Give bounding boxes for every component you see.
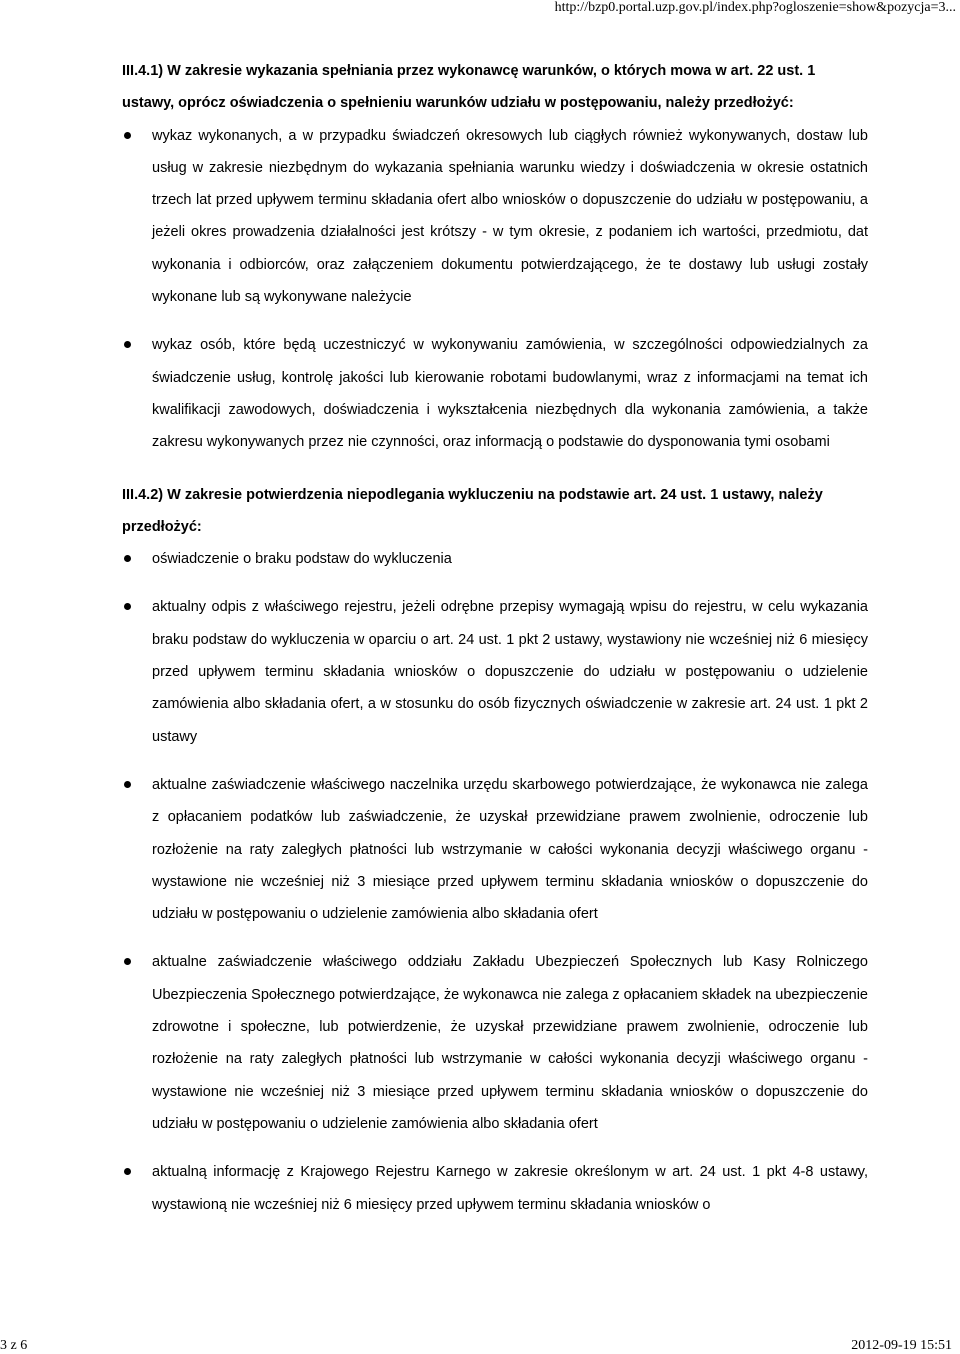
list-item: aktualny odpis z właściwego rejestru, jeżeli odrębne przepisy wymagają wpisu do rejestru, w celu wykazania braku podstaw do wykluczenia w oparciu o art. 24 ust. 1 pkt 2 ustawy, wystawiony nie wcześniej niż 6 miesięcy przed upływem terminu składania wniosków o dopuszczenie do udziału w postępowaniu o udzielenie zamówienia albo składania ofert, a w stosunku do osób fizycznych oświadczenie w zakresie art. 24 ust. 1 pkt 2 ustawy xyxy=(122,591,868,752)
list-item: aktualną informację z Krajowego Rejestru Karnego w zakresie określonym w art. 24 ust. 1 pkt 4-8 ustawy, wystawioną nie wcześniej niż 6 miesięcy przed upływem terminu składania wniosków o xyxy=(122,1156,868,1221)
page-number: 3 z 6 xyxy=(0,1338,28,1353)
list-item: oświadczenie o braku podstaw do wykluczenia xyxy=(122,543,868,575)
document-body xyxy=(122,55,868,1237)
list-item: wykaz osób, które będą uczestniczyć w wykonywaniu zamówienia, w szczególności odpowiedzialnych za świadczenie usług, kontrolę jakości lub kierowanie robotami budowlanymi, wraz z informacjami na temat ich kwalifikacji zawodowych, doświadczenia i wykształcenia niezbędnych dla wykonania zamówienia, a także zakresu wykonywanych przez nie czynności, oraz informacją o podstawie do dysponowania tymi osobami xyxy=(122,329,868,458)
section1-list xyxy=(122,120,868,459)
list-item: aktualne zaświadczenie właściwego oddziału Zakładu Ubezpieczeń Społecznych lub Kasy Rolniczego Ubezpieczenia Społecznego potwierdzające, że wykonawca nie zalega z opłacaniem składek na ubezpieczenie zdrowotne i społeczne, lub potwierdzenie, że uzyskał przewidziane prawem zwolnienie, odroczenie lub rozłożenie na raty zaległych płatności lub wstrzymanie w całości wykonania decyzji właściwego organu - wystawione nie wcześniej niż 3 miesiące przed upływem terminu składania wniosków o dopuszczenie do udziału w postępowaniu o udzielenie zamówienia albo składania ofert xyxy=(122,946,868,1140)
section2-list xyxy=(122,543,868,1221)
section-heading-III-4-2: III.4.2) W zakresie potwierdzenia niepodlegania wykluczeniu na podstawie art. 24 ust. 1 ustawy, należy przedłożyć: xyxy=(122,486,823,535)
list-item: aktualne zaświadczenie właściwego naczelnika urzędu skarbowego potwierdzające, że wykonawca nie zalega z opłacaniem podatków lub zaświadczenie, że uzyskał przewidziane prawem zwolnienie, odroczenie lub rozłożenie na raty zaległych płatności lub wstrzymanie w całości wykonania decyzji właściwego organu - wystawione nie wcześniej niż 3 miesiące przed upływem terminu składania wniosków o dopuszczenie do udziału w postępowaniu o udzielenie zamówienia albo składania ofert xyxy=(122,769,868,930)
page-url: http://bzp0.portal.uzp.gov.pl/index.php?ogloszenie=show&pozycja=3... xyxy=(554,0,956,15)
section-heading-III-4-1: III.4.1) W zakresie wykazania spełniania przez wykonawcę warunków, o których mowa w art. 22 ust. 1 ustawy, oprócz oświadczenia o spełnieniu warunków udziału w postępowaniu, należy przedłożyć: xyxy=(122,63,816,112)
list-item: wykaz wykonanych, a w przypadku świadczeń okresowych lub ciągłych również wykonywanych, dostaw lub usług w zakresie niezbędnym do wykazania spełniania warunku wiedzy i doświadczenia w okresie ostatnich trzech lat przed upływem terminu składania ofert albo wniosków o dopuszczenie do udziału w postępowaniu, a jeżeli okres prowadzenia działalności jest krótszy - w tym okresie, z podaniem ich wartości, przedmiotu, dat wykonania i odbiorców, oraz załączeniem dokumentu potwierdzającego, że te dostawy lub usługi zostały wykonane lub są wykonywane należycie xyxy=(122,120,868,314)
print-datetime: 2012-09-19 15:51 xyxy=(851,1338,952,1353)
